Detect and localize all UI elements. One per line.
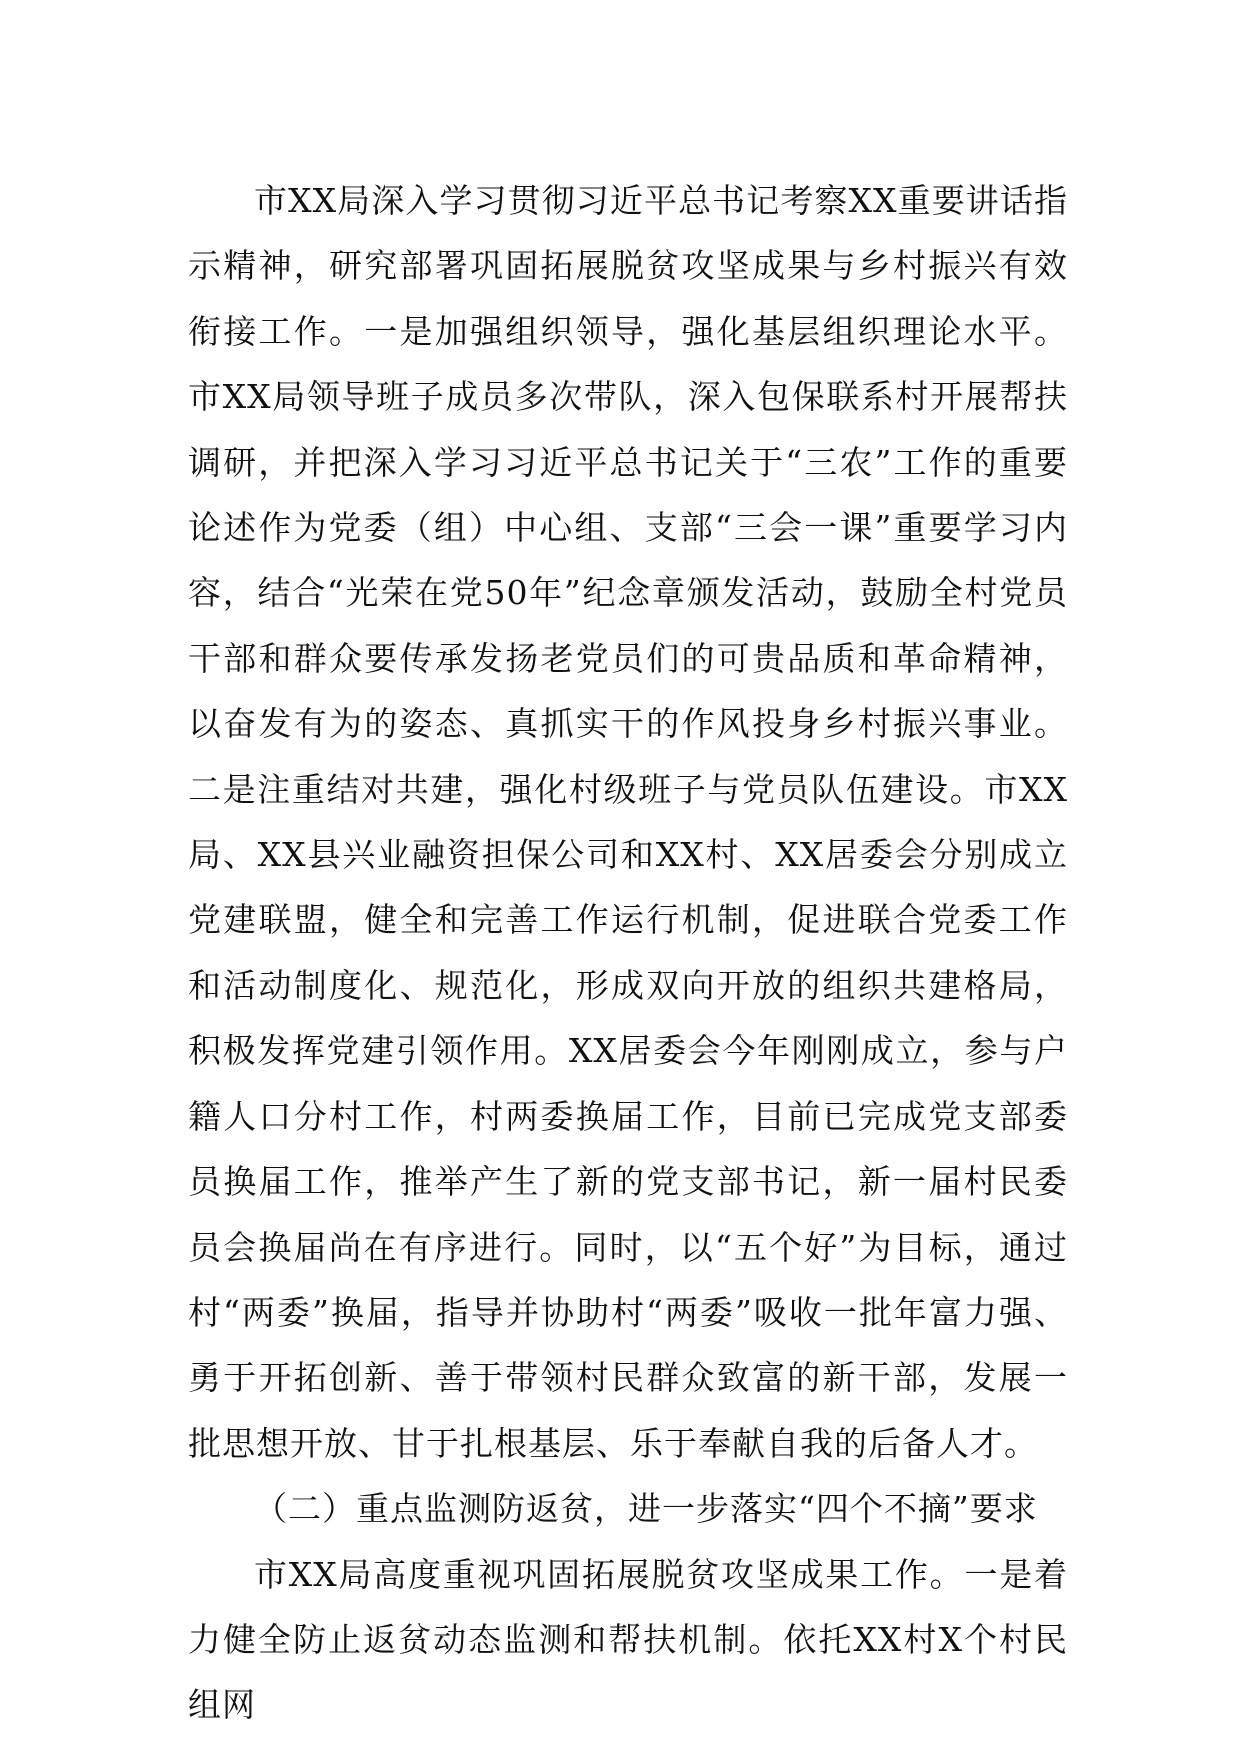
body-paragraph-2: 市XX局高度重视巩固拓展脱贫攻坚成果工作。一是着力健全防止返贫动态监测和帮扶机制。依托XX村X个村民组网 [188,1554,1068,1725]
body-paragraph-1: 市XX局深入学习贯彻习近平总书记考察XX重要讲话指示精神，研究部署巩固拓展脱贫攻坚成果与乡村振兴有效衔接工作。一是加强组织领导，强化基层组织理论水平。市XX局领导班子成员多次带队，深入包保联系村开展帮扶调研，并把深入学习习近平总书记关于“三农”工作的重要论述作为党委（组）中心组、支部“三会一课”重要学习内容，结合“光荣在党50年”纪念章颁发活动，鼓励全村党员干部和群众要传承发扬老党员们的可贵品质和革命精神，以奋发有为的姿态、真抓实干的作风投身乡村振兴事业。二是注重结对共建，强化村级班子与党员队伍建设。市XX局、XX县兴业融资担保公司和XX村、XX居委会分别成立党建联盟，健全和完善工作运行机制，促进联合党委工作和活动制度化、规范化，形成双向开放的组织共建格局，积极发挥党建引领作用。XX居委会今年刚刚成立，参与户籍人口分村工作，村两委换届工作，目前已完成党支部委员换届工作，推举产生了新的党支部书记，新一届村民委员会换届尚在有序进行。同时，以“五个好”为目标，通过村“两委”换届，指导并协助村“两委”吸收一批年富力强、勇于开拓创新、善于带领村民群众致富的新干部，发展一批思想开放、甘于扎根基层、乐于奉献自我的后备人才。 [188,181,1068,1463]
section-heading: （二）重点监测防返贫，进一步落实“四个不摘”要求 [254,1489,1038,1529]
document-page [188,168,1068,1738]
